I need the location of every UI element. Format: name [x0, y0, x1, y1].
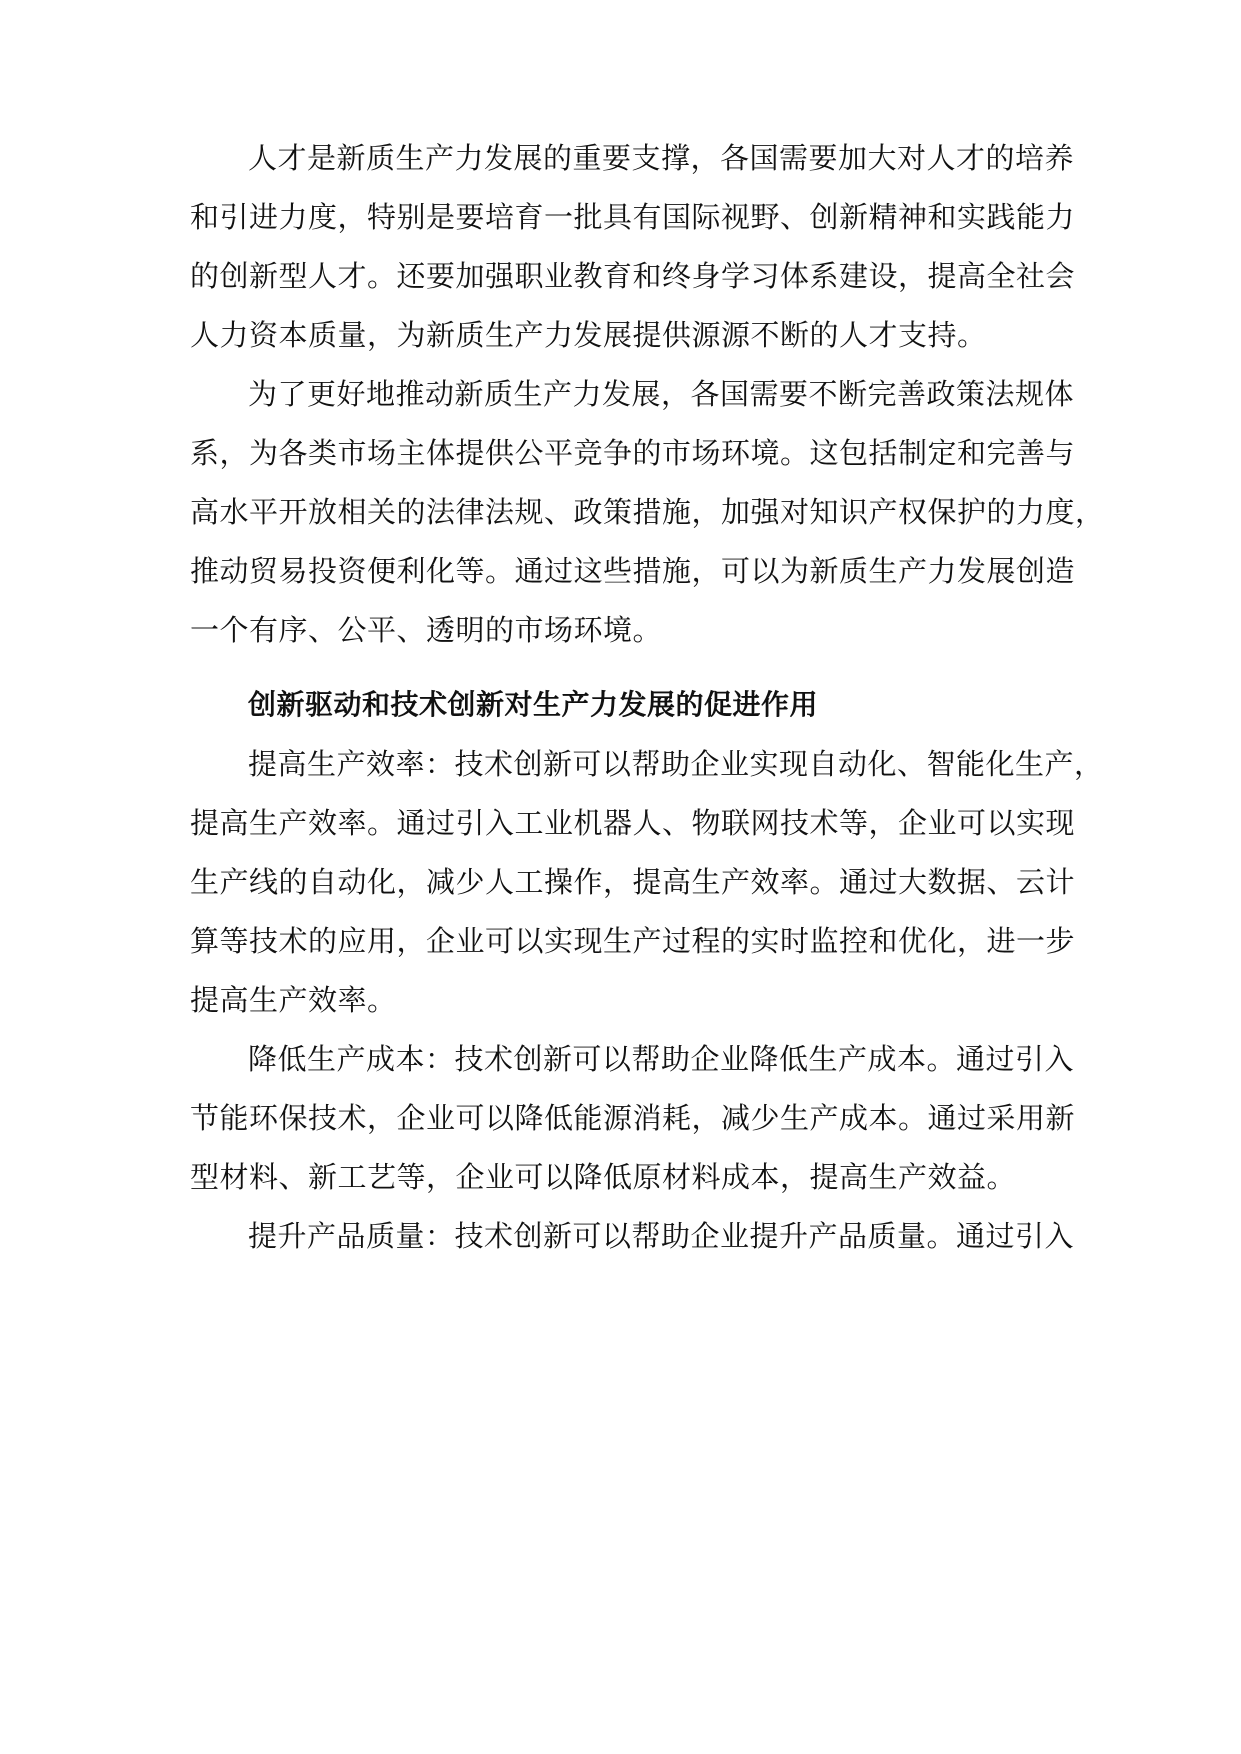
para4-line1: 降低生产成本：技术创新可以帮助企业降低生产成本。通过引入: [248, 1042, 1075, 1076]
para4-line2: 节能环保技术，企业可以降低能源消耗，减少生产成本。通过采用新: [190, 1101, 1076, 1135]
para1-line4: 人力资本质量，为新质生产力发展提供源源不断的人才支持。: [190, 318, 987, 352]
para5-line1: 提升产品质量：技术创新可以帮助企业提升产品质量。通过引入: [248, 1219, 1075, 1253]
para2-line5: 一个有序、公平、透明的市场环境。: [190, 613, 663, 647]
para4-line3: 型材料、新工艺等，企业可以降低原材料成本，提高生产效益。: [190, 1160, 1017, 1194]
para2-line2: 系，为各类市场主体提供公平竞争的市场环境。这包括制定和完善与: [190, 436, 1076, 470]
para2-line4: 推动贸易投资便利化等。通过这些措施，可以为新质生产力发展创造: [190, 554, 1076, 588]
para1-line3: 的创新型人才。还要加强职业教育和终身学习体系建设，提高全社会: [190, 259, 1076, 293]
para1-line2: 和引进力度，特别是要培育一批具有国际视野、创新精神和实践能力: [190, 200, 1076, 234]
para3-line3: 生产线的自动化，减少人工操作，提高生产效率。通过大数据、云计: [190, 865, 1076, 899]
para3-line1: 提高生产效率：技术创新可以帮助企业实现自动化、智能化生产，: [248, 747, 1104, 781]
para3-line2: 提高生产效率。通过引入工业机器人、物联网技术等，企业可以实现: [190, 806, 1076, 840]
para2-line3: 高水平开放相关的法律法规、政策措施，加强对知识产权保护的力度，: [190, 495, 1105, 529]
para1-line1: 人才是新质生产力发展的重要支撑，各国需要加大对人才的培养: [248, 141, 1075, 175]
para3-line5: 提高生产效率。: [190, 983, 397, 1017]
section-heading: 创新驱动和技术创新对生产力发展的促进作用: [248, 688, 819, 721]
para3-line4: 算等技术的应用，企业可以实现生产过程的实时监控和优化，进一步: [190, 924, 1076, 958]
para2-line1: 为了更好地推动新质生产力发展，各国需要不断完善政策法规体: [248, 377, 1075, 411]
